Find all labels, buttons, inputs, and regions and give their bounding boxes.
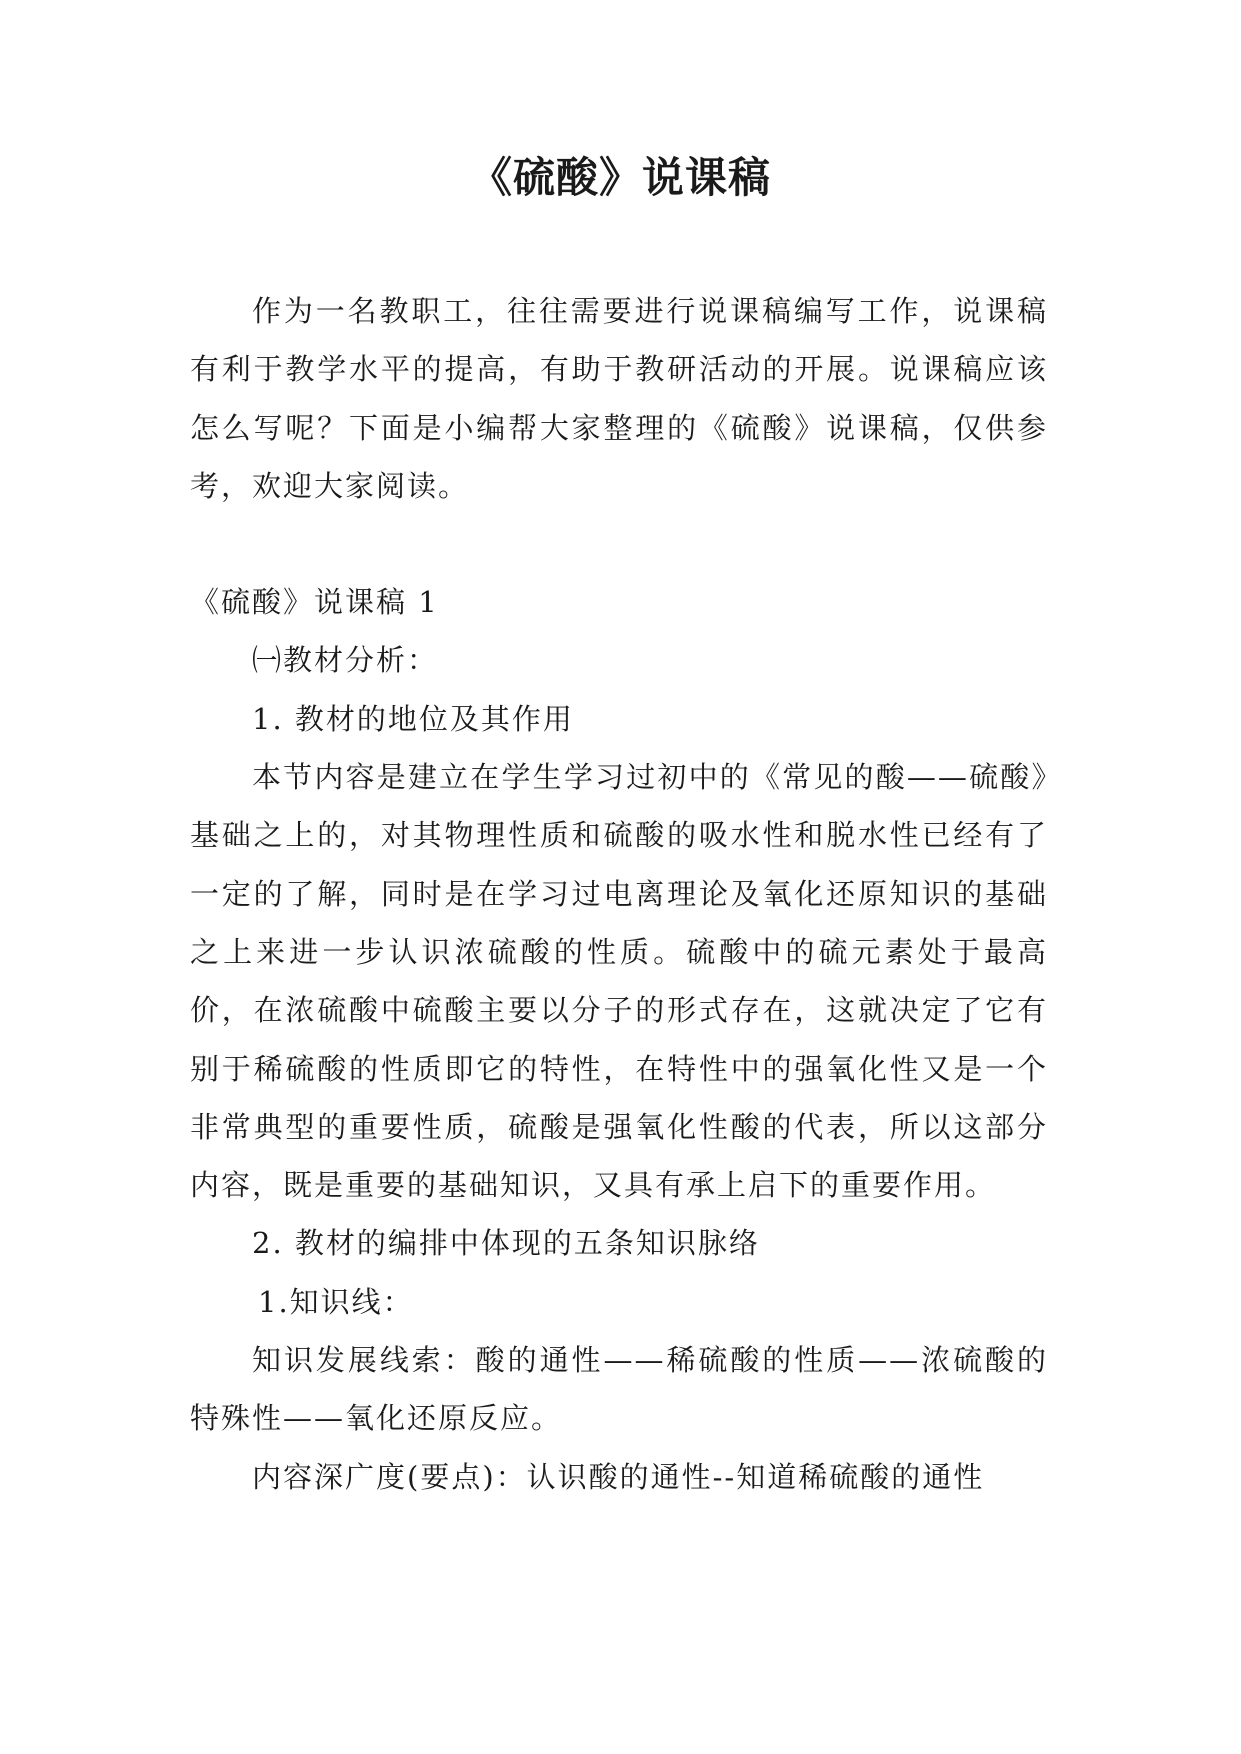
sub1-paragraph: 知识发展线索：酸的通性——稀硫酸的性质——浓硫酸的特殊性——氧化还原反应。 <box>190 1343 1048 1436</box>
page-title: 《硫酸》说课稿 <box>469 153 771 202</box>
item2-heading: 2. 教材的编排中体现的五条知识脉络 <box>252 1226 760 1261</box>
sub1-last-line: 内容深广度(要点)：认识酸的通性--知道稀硫酸的通性 <box>252 1459 985 1494</box>
section-title: 《硫酸》说课稿 1 <box>190 585 439 620</box>
document-body <box>190 282 1048 1506</box>
intro-paragraph: 作为一名教职工，往往需要进行说课稿编写工作，说课稿有利于教学水平的提高，有助于教研活动的开展。说课稿应该怎么写呢？下面是小编帮大家整理的《硫酸》说课稿，仅供参考，欢迎大家阅读。 <box>190 294 1048 503</box>
sub1-heading: 1.知识线： <box>258 1284 414 1319</box>
part-heading: ㈠教材分析： <box>252 643 439 678</box>
item1-paragraph: 本节内容是建立在学生学习过初中的《常见的酸——硫酸》基础之上的，对其物理性质和硫酸的吸水性和脱水性已经有了一定的了解，同时是在学习过电离理论及氧化还原知识的基础之上来进一步认识浓硫酸的性质。硫酸中的硫元素处于最高价，在浓硫酸中硫酸主要以分子的形式存在，这就决定了它有别于稀硫酸的性质即它的特性，在特性中的强氧化性又是一个非常典型的重要性质，硫酸是强氧化性酸的代表，所以这部分内容，既是重要的基础知识，又具有承上启下的重要作用。 <box>190 760 1048 1203</box>
item1-heading: 1. 教材的地位及其作用 <box>252 701 574 736</box>
